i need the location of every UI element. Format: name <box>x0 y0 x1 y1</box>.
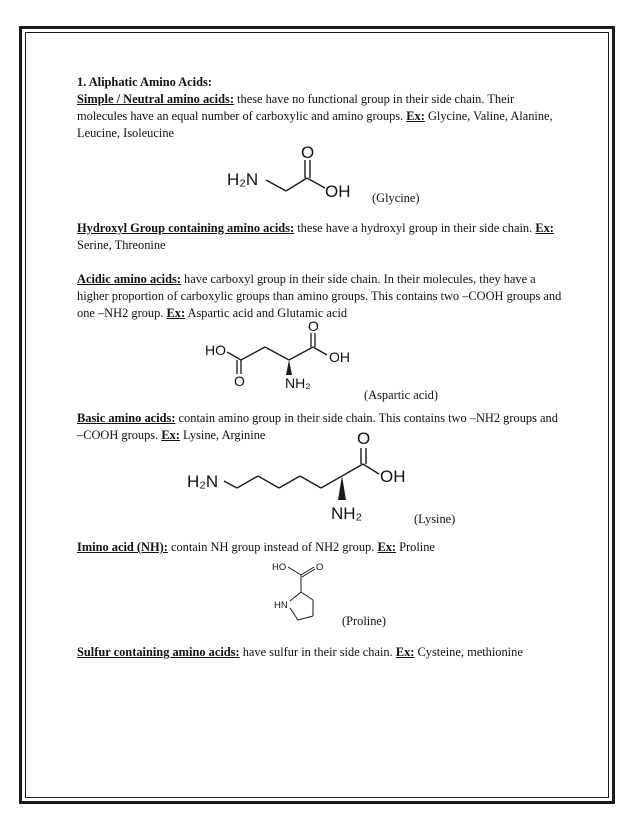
proline-caption: (Proline) <box>342 614 387 628</box>
proline-o-label: O <box>316 562 324 573</box>
simple-amino-acids-term: Simple / Neutral amino acids: <box>77 92 234 106</box>
simple-amino-acids-paragraph <box>77 91 563 142</box>
aspartic-acid-structure <box>77 318 563 406</box>
aspartic-acid-caption: (Aspartic acid) <box>364 388 438 402</box>
acidic-ex-label: Ex: <box>166 306 186 320</box>
lysine-caption: (Lysine) <box>414 512 456 526</box>
proline-hn-label: HN <box>274 600 288 611</box>
aspartic-o-bottom-label: O <box>234 373 245 389</box>
glycine-caption: (Glycine) <box>372 191 420 205</box>
simple-ex-label: Ex: <box>406 109 425 123</box>
aspartic-ho-label: HO <box>205 342 226 358</box>
aspartic-acid-diagram <box>77 318 563 406</box>
imino-examples: Proline <box>396 540 435 554</box>
basic-amino-acids-paragraph <box>77 410 563 444</box>
basic-ex-label: Ex: <box>161 428 180 442</box>
sulfur-amino-acids-text: have sulfur in their side chain. <box>239 645 396 659</box>
document-body <box>77 74 563 661</box>
proline-structure <box>77 556 563 632</box>
hydroxyl-ex-label: Ex: <box>535 221 554 235</box>
proline-diagram <box>77 556 563 632</box>
glycine-structure <box>77 142 563 208</box>
acidic-amino-acids-text: have carboxyl group in their side chain. In their molecules, they have a higher proportion of carboxylic groups than amino groups. This contains two –COOH groups and one –NH2 group. <box>77 272 562 320</box>
imino-acid-text: contain NH group instead of NH2 group. <box>167 540 378 554</box>
imino-ex-label: Ex: <box>377 540 397 554</box>
sulfur-examples: Cysteine, methionine <box>414 645 523 659</box>
glycine-nh2-label: H₂N <box>227 170 259 189</box>
proline-ho-label: HO <box>272 562 287 573</box>
basic-amino-acids-text: contain amino group in their side chain. This contains two –NH2 groups and –COOH groups. <box>77 411 558 442</box>
imino-acid-term: Imino acid (NH): <box>77 540 168 554</box>
simple-examples: Glycine, Valine, Alanine, Leucine, Isoleucine <box>77 109 553 140</box>
sulfur-amino-acids-paragraph <box>77 644 563 661</box>
acidic-amino-acids-paragraph <box>77 271 563 322</box>
acidic-examples: Aspartic acid and Glutamic acid <box>185 306 348 320</box>
basic-amino-acids-term: Basic amino acids: <box>77 411 176 425</box>
basic-examples: Lysine, Arginine <box>179 428 266 442</box>
lysine-o-label: O <box>357 429 371 448</box>
aspartic-o-top-label: O <box>308 318 319 334</box>
aspartic-nh2-label: NH₂ <box>285 375 311 391</box>
hydroxyl-examples: Serine, Threonine <box>77 238 166 252</box>
hydroxyl-amino-acids-text: these have a hydroxyl group in their side chain. <box>294 221 536 235</box>
imino-acid-paragraph <box>77 539 563 556</box>
hydroxyl-amino-acids-term: Hydroxyl Group containing amino acids: <box>77 221 295 235</box>
lysine-nh2-label: NH₂ <box>331 504 363 523</box>
glycine-oh-label: OH <box>325 182 351 201</box>
hydroxyl-amino-acids-paragraph <box>77 220 563 254</box>
simple-amino-acids-text: these have no functional group in their side chain. Their molecules have an equal number of carboxylic and amino groups. <box>77 92 515 123</box>
section-heading: 1. Aliphatic Amino Acids: <box>77 75 212 89</box>
aspartic-oh-label: OH <box>329 349 350 365</box>
acidic-amino-acids-term: Acidic amino acids: <box>77 272 181 286</box>
sulfur-ex-label: Ex: <box>395 645 415 659</box>
lysine-h2n-label: H₂N <box>187 472 219 491</box>
glycine-o-label: O <box>301 143 315 162</box>
sulfur-amino-acids-term: Sulfur containing amino acids: <box>77 645 240 659</box>
glycine-diagram <box>77 142 563 208</box>
lysine-oh-label: OH <box>380 467 406 486</box>
